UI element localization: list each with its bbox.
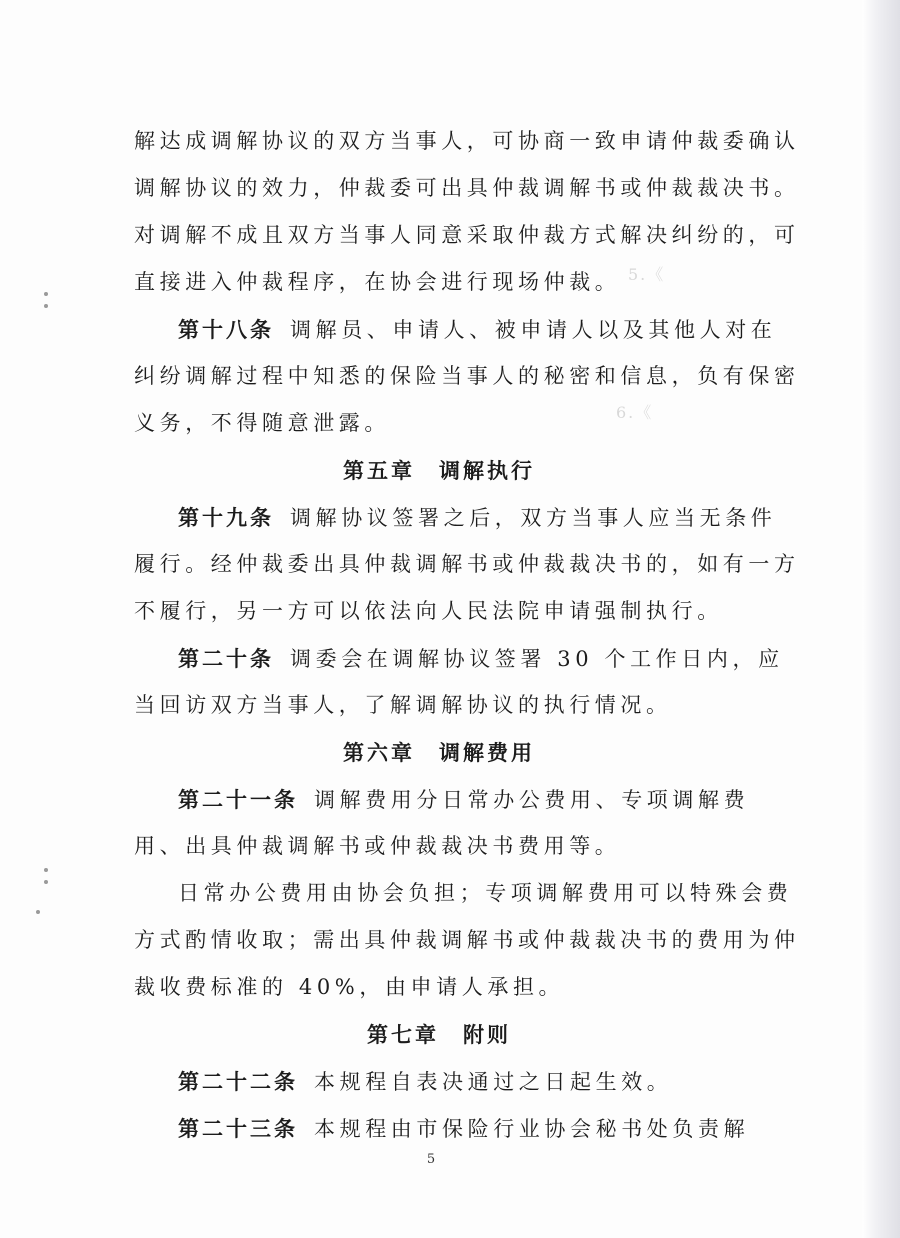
- article-22: [134, 1058, 744, 1105]
- binding-hole: [44, 868, 48, 872]
- page-number: 5: [426, 1152, 436, 1167]
- article-text: 调解费用分日常办公费用、专项调解费: [314, 788, 750, 812]
- body-line: 裁收费标准的 40%，由申请人承担。: [134, 975, 565, 999]
- article-23: [134, 1105, 750, 1152]
- body-line: 履行。经仲裁委出具仲裁调解书或仲裁裁决书的，如有一方: [134, 552, 800, 576]
- article-first-line: [134, 306, 777, 353]
- article-first-line: [134, 776, 750, 823]
- article-first-line: [134, 1105, 750, 1152]
- body-line: 直接进入仲裁程序，在协会进行现场仲裁。: [134, 270, 621, 294]
- article-text: 本规程自表决通过之日起生效。: [314, 1070, 673, 1094]
- binding-hole: [44, 292, 48, 296]
- fee-paragraph: [134, 870, 800, 1011]
- article-first-line: [134, 494, 777, 541]
- body-line: 纠纷调解过程中知悉的保险当事人的秘密和信息，负有保密: [134, 364, 800, 388]
- article-text: 调委会在调解协议签署 30 个工作日内，应: [290, 647, 784, 671]
- chapter-heading-5: [134, 447, 744, 494]
- bleed-through-text: 6.《: [616, 403, 654, 422]
- chapter-title: 调解费用: [439, 740, 535, 765]
- article-text: 调解员、申请人、被申请人以及其他人对在: [290, 318, 777, 342]
- chapter-number: 第六章: [343, 740, 415, 765]
- binding-hole: [44, 880, 48, 884]
- article-label: 第二十一条: [178, 787, 298, 812]
- article-label: 第十九条: [178, 505, 274, 530]
- body-line: 调解协议的效力，仲裁委可出具仲裁调解书或仲裁裁决书。: [134, 176, 800, 200]
- chapter-title: 附则: [463, 1022, 511, 1047]
- chapter-title: 调解执行: [439, 458, 535, 483]
- document-body: [134, 118, 800, 1152]
- article-label: 第二十二条: [178, 1069, 298, 1094]
- article-text: 调解协议签署之后，双方当事人应当无条件: [290, 506, 777, 530]
- binding-hole: [44, 304, 48, 308]
- article-label: 第二十三条: [178, 1116, 298, 1141]
- chapter-number: 第七章: [367, 1022, 439, 1047]
- chapter-number: 第五章: [343, 458, 415, 483]
- body-line: 不履行，另一方可以依法向人民法院申请强制执行。: [134, 599, 723, 623]
- article-text: 本规程由市保险行业协会秘书处负责解: [314, 1117, 750, 1141]
- body-line: 对调解不成且双方当事人同意采取仲裁方式解决纠纷的，可: [134, 223, 800, 247]
- body-line: 当回访双方当事人，了解调解协议的执行情况。: [134, 693, 672, 717]
- binding-hole: [36, 910, 40, 914]
- body-line: 解达成调解协议的双方当事人，可协商一致申请仲裁委确认: [134, 129, 800, 153]
- chapter-heading-6: [134, 729, 744, 776]
- article-18: [134, 306, 800, 447]
- article-first-line: [134, 1058, 744, 1105]
- chapter-heading-7: [134, 1011, 744, 1058]
- article-21: [134, 776, 750, 870]
- bleed-through-text: 5.《: [628, 265, 666, 284]
- paragraph-first-line: 日常办公费用由协会负担；专项调解费用可以特殊会费: [178, 881, 793, 905]
- scan-edge-shadow: [862, 0, 900, 1238]
- body-line: 方式酌情收取；需出具仲裁调解书或仲裁裁决书的费用为仲: [134, 928, 800, 952]
- article-label: 第二十条: [178, 646, 274, 671]
- article-label: 第十八条: [178, 317, 274, 342]
- article-19: [134, 494, 800, 635]
- article-20: [134, 635, 784, 729]
- article-first-line: [134, 635, 784, 682]
- body-line: 用、出具仲裁调解书或仲裁裁决书费用等。: [134, 834, 621, 858]
- body-line: 义务，不得随意泄露。: [134, 411, 390, 435]
